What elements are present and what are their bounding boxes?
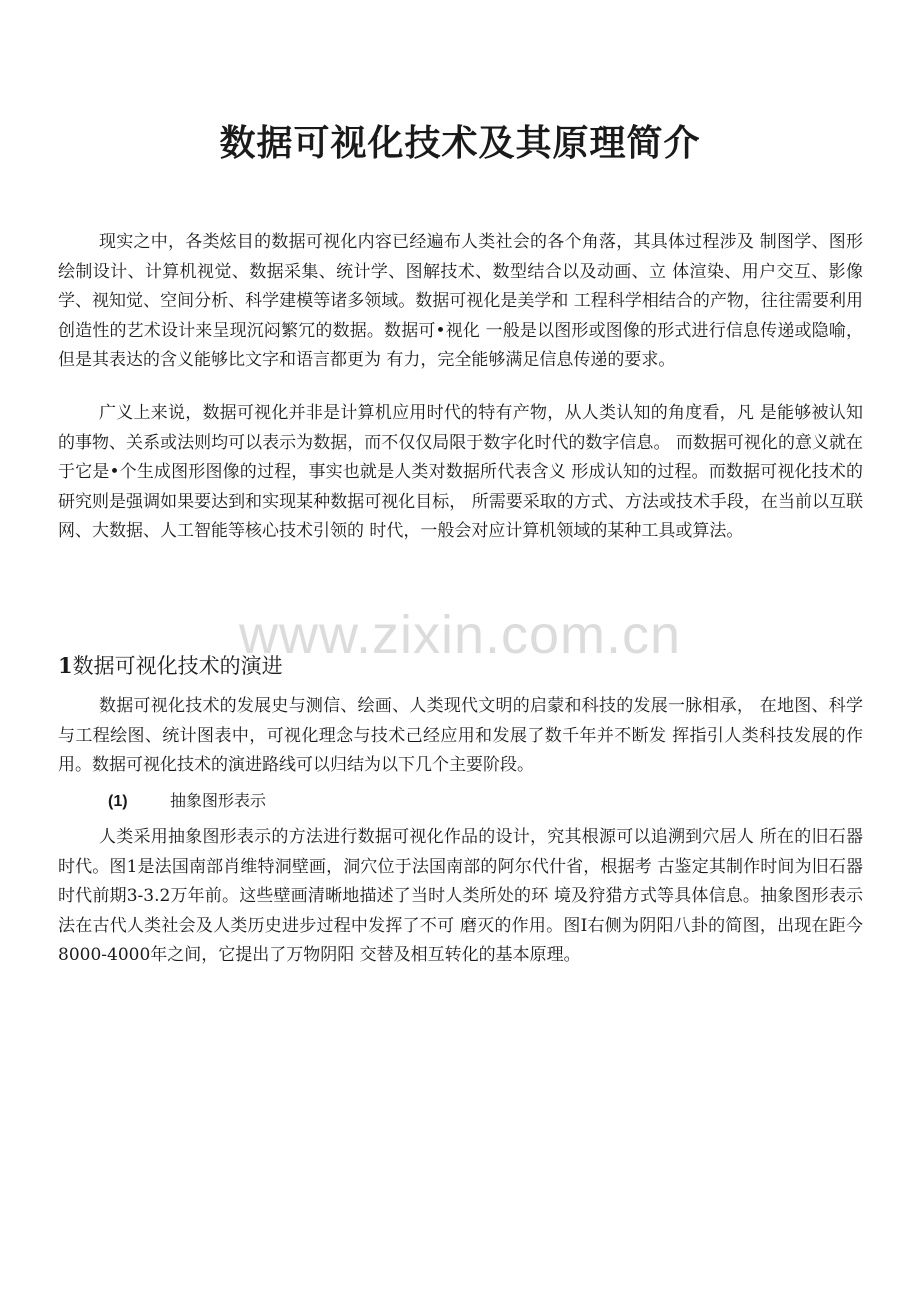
intro-paragraph-2: 广义上来说，数据可视化并非是计算机应用时代的特有产物，从人类认知的角度看，凡 是能够被认知的事物、关系或法则均可以表示为数据，而不仅仅局限于数字化时代的数字信息。 而数据可视化的意义就在于它是•个生成图形图像的过程，事实也就是人类对数据所代表含义 形成认知的过程。而数据可视化技术的研究则是强调如果要达到和实现某种数据可视化目标， 所需要采取的方式、方法或技术手段，在当前以互联网、大数据、人工智能等核心技术引领的 时代，一般会对应计算机领域的某种工具或算法。 [58, 403, 863, 542]
section-paragraph: 数据可视化技术的发展史与测信、绘画、人类现代文明的启蒙和科技的发展一脉相承， 在地图、科学与工程绘图、统计图表中，可视化理念与技术己经应用和发展了数千年并不断发 挥指引人类科技发展的作用。数据可视化技术的演进路线可以归结为以下几个主要阶段。 [58, 696, 863, 776]
watermark: www.zixin.com.cn [238, 605, 682, 665]
subsection-paragraph: 人类采用抽象图形表示的方法进行数据可视化作品的设计，究其根源可以追溯到穴居人 所在的旧石器时代。图1是法国南部肖维特洞壁画，洞穴位于法国南部的阿尔代什省，根据考 古鉴定其制作时间为旧石器时代前期3-3.2万年前。这些壁画清晰地描述了当时人类所处的环 境及狩猎方式等具体信息。抽象图形表示法在古代人类社会及人类历史进步过程中发挥了不可 磨灭的作用。图I右侧为阴阳八卦的简图，出现在距今8000-4000年之间，它提出了万物阴阳 交替及相互转化的基本原理。 [58, 827, 863, 966]
section-number: 1 [58, 653, 73, 678]
document-title: 数据可视化技术及其原理简介 [219, 123, 701, 165]
section-heading [58, 649, 863, 683]
subsection-number: (1) [108, 793, 128, 810]
subsection-title: 抽象图形表示 [170, 791, 267, 810]
subsection-heading [108, 786, 808, 817]
section-title: 数据可视化技术的演进 [72, 654, 283, 678]
intro-paragraph-1: 现实之中，各类炫目的数据可视化内容已经遍布人类社会的各个角落，其具体过程涉及 制图学、图形绘制设计、计算机视觉、数据采集、统计学、图解技术、数型结合以及动画、立 体渲染、用户交互、影像学、视知觉、空间分析、科学建模等诸多领域。数据可视化是美学和 工程科学相结合的产物，往往需要利用创造性的艺术设计来呈现沉闷繁冗的数据。数据可•视化 一般是以图形或图像的形式进行信息传递或隐喻，但是其表达的含义能够比文字和语言都更为 有力，完全能够满足信息传递的要求。 [58, 232, 863, 371]
